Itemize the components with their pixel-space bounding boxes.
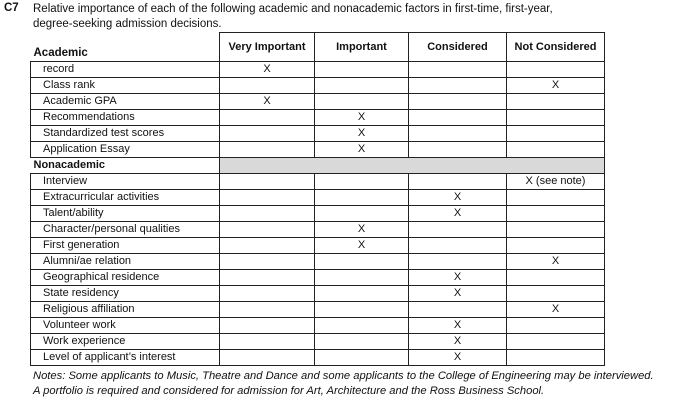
factor-label: Religious affiliation [31, 302, 220, 318]
importance-cell [315, 78, 409, 94]
importance-cell: X [409, 190, 507, 206]
table-row [31, 142, 605, 158]
importance-cell [507, 270, 605, 286]
importance-cell [220, 318, 315, 334]
importance-cell: X [409, 350, 507, 366]
importance-cell [409, 222, 507, 238]
importance-cell [507, 350, 605, 366]
importance-cell [220, 190, 315, 206]
importance-cell [507, 190, 605, 206]
importance-cell [220, 302, 315, 318]
importance-cell [507, 94, 605, 110]
importance-cell [409, 174, 507, 190]
importance-cell: X [315, 222, 409, 238]
factor-label: Application Essay [31, 142, 220, 158]
table-row [31, 206, 605, 222]
importance-cell [220, 350, 315, 366]
question-text [33, 2, 683, 32]
table-row [31, 62, 605, 78]
importance-cell [220, 222, 315, 238]
importance-cell: X [507, 78, 605, 94]
importance-cell [507, 318, 605, 334]
question-number: C7 [4, 2, 19, 14]
importance-cell [220, 286, 315, 302]
importance-cell: X [315, 238, 409, 254]
table-header-row [31, 33, 605, 62]
table-row [31, 222, 605, 238]
factor-label: Standardized test scores [31, 126, 220, 142]
notes-line1: Notes: Some applicants to Music, Theatre and Dance and some applicants to the College of Engineering may be interviewed. [33, 370, 654, 382]
factor-label: Recommendations [31, 110, 220, 126]
factor-label: Interview [31, 174, 220, 190]
importance-cell [409, 142, 507, 158]
importance-cell [507, 286, 605, 302]
importance-cell [507, 62, 605, 78]
importance-cell [409, 238, 507, 254]
question-text-line1: Relative importance of each of the following academic and nonacademic factors in first-time, first-year, [33, 3, 553, 15]
importance-cell [220, 254, 315, 270]
factor-label: Level of applicant’s interest [31, 350, 220, 366]
importance-cell [220, 206, 315, 222]
factor-label: Class rank [31, 78, 220, 94]
importance-cell [315, 62, 409, 78]
column-header: Very Important [220, 33, 315, 62]
table-row [31, 254, 605, 270]
importance-cell [409, 126, 507, 142]
importance-cell: X (see note) [507, 174, 605, 190]
importance-cell [220, 126, 315, 142]
importance-cell [220, 334, 315, 350]
table-row [31, 174, 605, 190]
table-row [31, 238, 605, 254]
table-row [31, 126, 605, 142]
importance-cell [315, 318, 409, 334]
importance-cell [409, 78, 507, 94]
factor-label: Talent/ability [31, 206, 220, 222]
importance-cell: X [409, 286, 507, 302]
admission-factors-table [30, 32, 605, 366]
column-header: Considered [409, 33, 507, 62]
importance-cell: X [409, 270, 507, 286]
section-title-nonacademic: Nonacademic [31, 158, 220, 174]
importance-cell [507, 110, 605, 126]
table-row [31, 110, 605, 126]
importance-cell: X [315, 110, 409, 126]
table-row [31, 78, 605, 94]
notes [33, 369, 654, 399]
importance-cell [315, 206, 409, 222]
importance-cell: X [409, 318, 507, 334]
importance-cell [315, 270, 409, 286]
question-text-line2: degree-seeking admission decisions. [33, 18, 222, 30]
importance-cell [507, 142, 605, 158]
section-divider-band [220, 158, 605, 174]
importance-cell [315, 334, 409, 350]
table-row [31, 350, 605, 366]
importance-cell [315, 254, 409, 270]
importance-cell [507, 334, 605, 350]
importance-cell [220, 110, 315, 126]
importance-cell [220, 270, 315, 286]
importance-cell [507, 222, 605, 238]
table-row [31, 190, 605, 206]
factor-label: Alumni/ae relation [31, 254, 220, 270]
importance-cell [220, 238, 315, 254]
importance-cell [409, 110, 507, 126]
table-row [31, 318, 605, 334]
column-header: Not Considered [507, 33, 605, 62]
importance-cell [409, 62, 507, 78]
factor-label: Extracurricular activities [31, 190, 220, 206]
importance-cell [409, 302, 507, 318]
importance-cell: X [315, 142, 409, 158]
section-header-row [31, 158, 605, 174]
importance-cell [220, 174, 315, 190]
factor-label: Volunteer work [31, 318, 220, 334]
importance-cell [315, 190, 409, 206]
factor-label: record [31, 62, 220, 78]
importance-cell: X [409, 334, 507, 350]
importance-cell [315, 286, 409, 302]
factor-label: Character/personal qualities [31, 222, 220, 238]
importance-cell: X [507, 302, 605, 318]
column-header: Important [315, 33, 409, 62]
importance-cell: X [315, 126, 409, 142]
importance-cell [315, 94, 409, 110]
importance-cell: X [507, 254, 605, 270]
importance-cell [315, 302, 409, 318]
factor-label: Work experience [31, 334, 220, 350]
importance-cell: X [220, 94, 315, 110]
importance-cell [220, 78, 315, 94]
table-row [31, 270, 605, 286]
importance-cell [409, 254, 507, 270]
notes-line2: A portfolio is required and considered for admission for Art, Architecture and the Ross Business School. [33, 385, 545, 397]
table-row [31, 94, 605, 110]
table-row [31, 286, 605, 302]
importance-cell [315, 174, 409, 190]
factor-label: Academic GPA [31, 94, 220, 110]
importance-cell [409, 94, 507, 110]
table-row [31, 302, 605, 318]
table-row [31, 334, 605, 350]
factor-label: Geographical residence [31, 270, 220, 286]
importance-cell [507, 206, 605, 222]
section-title-academic: Academic [33, 47, 88, 59]
importance-cell [507, 126, 605, 142]
importance-cell [507, 238, 605, 254]
importance-cell: X [220, 62, 315, 78]
importance-cell [220, 142, 315, 158]
factor-label: State residency [31, 286, 220, 302]
importance-cell [315, 350, 409, 366]
importance-cell: X [409, 206, 507, 222]
factor-label: First generation [31, 238, 220, 254]
